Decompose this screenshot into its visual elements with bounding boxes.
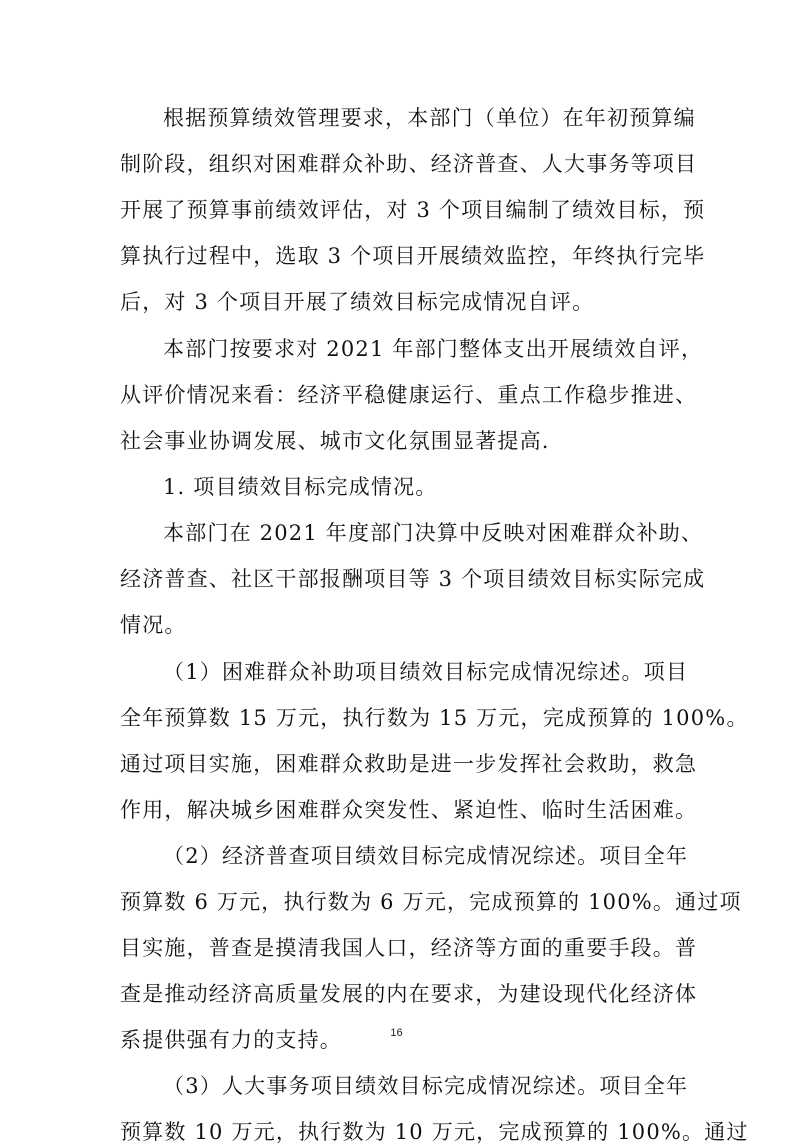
text-line: 算执行过程中，选取 3 个项目开展绩效监控，年终执行完毕	[120, 244, 706, 268]
text-line: 后，对 3 个项目开展了绩效目标完成情况自评。	[120, 290, 595, 314]
text-line: 查是推动经济高质量发展的内在要求，为建设现代化经济体	[120, 982, 698, 1006]
text-line: 通过项目实施，困难群众救助是进一步发挥社会救助，救急	[120, 752, 698, 776]
text-line: 根据预算绩效管理要求，本部门（单位）在年初预算编	[163, 106, 696, 130]
page-number: 16	[390, 1027, 403, 1039]
text-line: 预算数 6 万元，执行数为 6 万元，完成预算的 100%。通过项	[120, 890, 742, 914]
text-line: 情况。	[120, 613, 187, 637]
text-line: 预算数 10 万元，执行数为 10 万元，完成预算的 100%。通过	[120, 1120, 749, 1144]
text-line: 本部门在 2021 年度部门决算中反映对困难群众补助、	[163, 521, 704, 545]
text-line: 本部门按要求对 2021 年部门整体支出开展绩效自评，	[163, 337, 704, 361]
text-line: 开展了预算事前绩效评估，对 3 个项目编制了绩效目标，预	[120, 198, 706, 222]
text-line: 系提供强有力的支持。	[120, 1028, 342, 1052]
text-line: （2）经济普查项目绩效目标完成情况综述。项目全年	[163, 844, 689, 868]
section-heading: 1. 项目绩效目标完成情况。	[163, 475, 438, 499]
text-line: 社会事业协调发展、城市文化氛围显著提高.	[120, 429, 550, 453]
text-line: （3）人大事务项目绩效目标完成情况综述。项目全年	[163, 1074, 689, 1098]
text-line: 制阶段，组织对困难群众补助、经济普查、人大事务等项目	[120, 152, 698, 176]
text-line: 目实施，普查是摸清我国人口，经济等方面的重要手段。普	[120, 936, 698, 960]
text-line: 作用，解决城乡困难群众突发性、紧迫性、临时生活困难。	[120, 798, 698, 822]
text-line: 全年预算数 15 万元，执行数为 15 万元，完成预算的 100%。	[120, 706, 749, 730]
text-line: 经济普查、社区干部报酬项目等 3 个项目绩效目标实际完成	[120, 567, 706, 591]
text-line: （1）困难群众补助项目绩效目标完成情况综述。项目	[163, 660, 689, 684]
text-line: 从评价情况来看：经济平稳健康运行、重点工作稳步推进、	[120, 383, 698, 407]
